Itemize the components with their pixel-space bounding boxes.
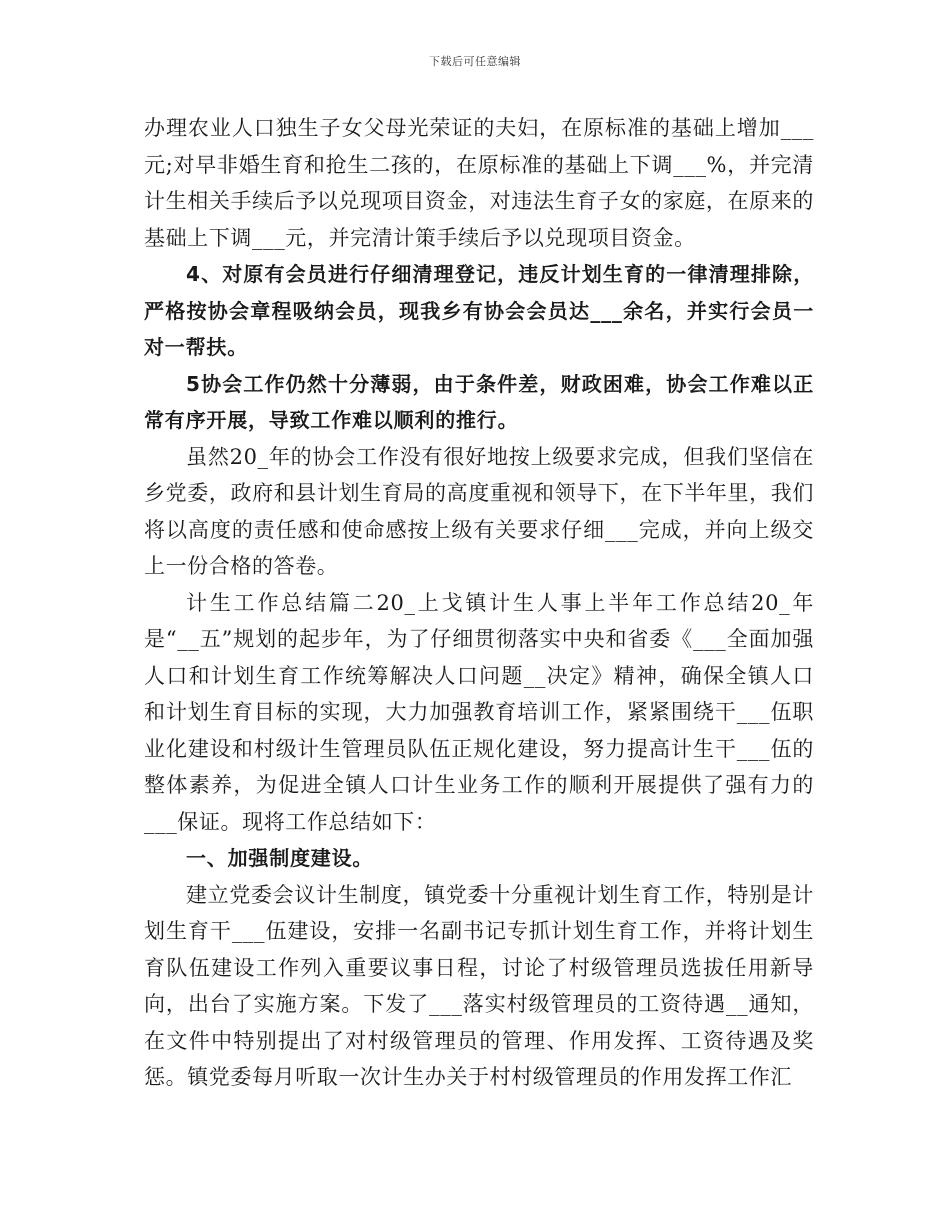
paragraph-item-5: 5协会工作仍然十分薄弱，由于条件差，财政困难，协会工作难以正常有序开展，导致工作难以顺利的推行。 (144, 371, 814, 432)
paragraph-system-building: 建立党委会议计生制度，镇党委十分重视计划生育工作，特别是计划生育干___伍建设，安排一名副书记专抓计划生育工作，并将计划生育队伍建设工作列入重要议事日程，讨论了村级管理员选拔任用新导向，出台了实施方案。下发了___落实村级管理员的工资待遇__通知，在文件中特别提出了对村级管理员的管理、作用发挥、工资待遇及奖惩。镇党委每月听取一次计生办关于村村级管理员的作用发挥工作汇 (144, 882, 814, 1089)
paragraph-item-4: 4、对原有会员进行仔细清理登记，违反计划生育的一律清理排除，严格按协会章程吸纳会员，现我乡有协会会员达___余名，并实行会员一对一帮扶。 (144, 262, 814, 359)
section-heading-1: 一、加强制度建设。 (186, 846, 374, 870)
paragraph-subsidy: 办理农业人口独生子女父母光荣证的夫妇，在原标准的基础上增加___元;对早非婚生育和抢生二孩的，在原标准的基础上下调___%，并完清计生相关手续后予以兑现项目资金，对违法生育子女的家庭，在原来的基础上下调___元，并完清计策手续后予以兑现项目资金。 (144, 116, 814, 250)
page-header-note: 下载后可任意编辑 (429, 55, 521, 68)
paragraph-conclusion: 虽然20_年的协会工作没有很好地按上级要求完成，但我们坚信在乡党委，政府和县计划生育局的高度重视和领导下，在下半年里，我们将以高度的责任感和使命感按上级有关要求仔细___完成，并向上级交上一份合格的答卷。 (144, 444, 814, 578)
document-body (144, 110, 814, 1096)
paragraph-summary-intro: 计生工作总结篇二20_上戈镇计生人事上半年工作总结20_年是“__五”规划的起步年，为了仔细贯彻落实中央和省委《___全面加强人口和计划生育工作统筹解决人口问题__决定》精神，确保全镇人口和计划生育目标的实现，大力加强教育培训工作，紧紧围绕干___伍职业化建设和村级计生管理员队伍正规化建设，努力提高计生干___伍的整体素养，为促进全镇人口计生业务工作的顺利开展提供了强有力的___保证。现将工作总结如下： (144, 590, 814, 834)
